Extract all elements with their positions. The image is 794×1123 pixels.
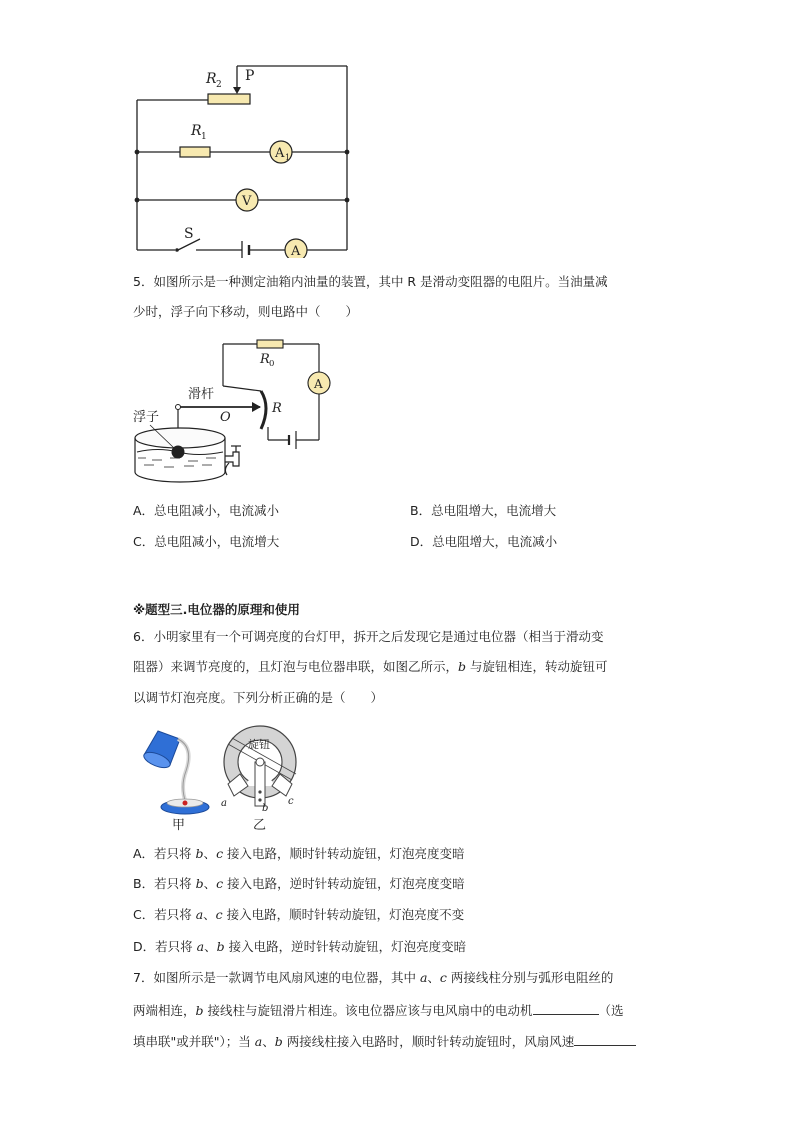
section-heading: ※题型三.电位器的原理和使用 — [133, 602, 300, 617]
r1-label: R — [191, 123, 202, 139]
q7-line3-v2: b — [274, 1034, 283, 1049]
knob-label: 旋钮 — [248, 738, 270, 751]
a1-sub: 1 — [285, 153, 291, 162]
q7-line2-pre: 两端相连， — [133, 1003, 196, 1018]
q5-text-line1: 5．如图所示是一种测定油箱内油量的装置，其中 R 是滑动变阻器的电阻片。当油量减 — [133, 274, 608, 289]
r1-sub: 1 — [201, 132, 207, 142]
q6-option-c[interactable] — [133, 906, 464, 924]
q6-opt-c-sep: 、 — [203, 907, 216, 922]
q7-line3-post: 两接线柱接入电路时，顺时针转动旋钮时，风扇风速 — [282, 1034, 575, 1049]
terminal-c-label: c — [288, 796, 294, 807]
q6-text-line1: 6．小明家里有一个可调亮度的台灯甲，拆开之后发现它是通过电位器（相当于滑动变 — [133, 629, 604, 644]
ammeter-label: A — [314, 377, 323, 391]
q6-option-b[interactable] — [133, 875, 465, 893]
q6-opt-a-pre: A．若只将 — [133, 846, 196, 861]
q6-option-a[interactable] — [133, 845, 465, 863]
q6-opt-d-v2: b — [216, 939, 225, 954]
q6-opt-c-pre: C．若只将 — [133, 907, 196, 922]
r2-sub: 2 — [216, 80, 222, 90]
q7-line1-pre: 7．如图所示是一款调节电风扇风速的电位器，其中 — [133, 970, 420, 985]
p-label: P — [245, 68, 255, 84]
r2-label: R — [206, 71, 217, 87]
oil-tank-diagram — [130, 334, 340, 494]
q7-line2-mid: 接线柱与旋钮滑片相连。该电位器应该与电风扇中的电动机 — [203, 1003, 533, 1018]
q6-opt-d-post: 接入电路，逆时针转动旋钮，灯泡亮度变暗 — [224, 939, 467, 954]
q7-line1-sep: 、 — [427, 970, 440, 985]
q7-line1-v1: a — [419, 970, 428, 985]
r-label: R — [272, 401, 282, 416]
v-label: V — [242, 194, 252, 209]
q5-option-c[interactable]: C．总电阻减小，电流增大 — [133, 534, 280, 549]
circuit-diagram-top — [120, 58, 370, 258]
q6-opt-d-sep: 、 — [204, 939, 217, 954]
q7-text-line3 — [133, 1031, 636, 1051]
q5-text-line2: 少时，浮子向下移动，则电路中（ ） — [133, 304, 359, 319]
potentiometer-figure — [218, 722, 308, 837]
q6-line2-var: b — [458, 659, 467, 674]
r1-resistor — [180, 147, 210, 157]
q5-option-d[interactable]: D．总电阻增大，电流减小 — [410, 534, 558, 549]
q6-opt-d-v1: a — [196, 939, 205, 954]
q6-opt-c-v1: a — [195, 907, 204, 922]
q6-opt-b-post: 接入电路，逆时针转动旋钮，灯泡亮度变暗 — [223, 876, 465, 891]
q6-opt-b-pre: B．若只将 — [133, 876, 196, 891]
q6-opt-b-v2: c — [216, 876, 224, 891]
q6-opt-b-sep: 、 — [203, 876, 217, 891]
q7-text-line1 — [133, 969, 613, 987]
q6-text-line3: 以调节灯泡亮度。下列分析正确的是（ ） — [133, 690, 384, 705]
q6-opt-c-v2: c — [215, 907, 223, 922]
q5-option-a[interactable]: A．总电阻减小，电流减小 — [133, 503, 280, 518]
answer-blank-1[interactable] — [533, 1000, 599, 1015]
yi-label: 乙 — [253, 818, 267, 833]
q7-line3-pre: 填串联"或并联"）；当 — [133, 1034, 255, 1049]
q5-option-b[interactable]: B．总电阻增大，电流增大 — [410, 503, 557, 518]
r0-sub: 0 — [269, 359, 275, 369]
r0-resistor — [257, 340, 283, 348]
terminal-a-label: a — [221, 798, 227, 809]
r0-label: R — [260, 352, 270, 367]
q6-opt-a-sep: 、 — [203, 846, 217, 861]
q6-opt-b-v1: b — [195, 876, 204, 891]
float-label: 浮子 — [133, 410, 160, 425]
q6-opt-d-pre: D．若只将 — [133, 939, 197, 954]
q7-line2-var: b — [195, 1003, 204, 1018]
q6-opt-a-post: 接入电路，顺时针转动旋钮，灯泡亮度变暗 — [223, 846, 465, 861]
a-label: A — [291, 244, 301, 258]
q6-line2-post: 与旋钮相连，转动旋钮可 — [466, 659, 608, 674]
terminal-b-label: b — [262, 803, 269, 814]
slider-label: 滑杆 — [188, 387, 215, 402]
desk-lamp-figure — [140, 725, 220, 835]
q7-line3-sep: 、 — [262, 1034, 275, 1049]
q6-opt-a-v1: b — [195, 846, 204, 861]
q7-text-line2 — [133, 1000, 624, 1020]
q7-line3-v1: a — [254, 1034, 263, 1049]
q6-opt-c-post: 接入电路，顺时针转动旋钮，灯泡亮度不变 — [222, 907, 465, 922]
q6-line2-pre: 阻器）来调节亮度的，且灯泡与电位器串联，如图乙所示， — [133, 659, 459, 674]
a1-label: A — [275, 146, 285, 161]
o-label: O — [220, 410, 231, 425]
q6-option-d[interactable] — [133, 938, 466, 956]
answer-blank-2[interactable] — [574, 1031, 636, 1046]
q6-text-line2 — [133, 658, 608, 676]
jia-label: 甲 — [172, 818, 186, 833]
r2-resistor — [208, 94, 250, 104]
s-label: S — [184, 226, 194, 242]
q7-line2-post: （选 — [598, 1003, 624, 1018]
q7-line1-post: 两接线柱分别与弧形电阻丝的 — [446, 970, 614, 985]
q7-line1-v2: c — [439, 970, 447, 985]
q6-opt-a-v2: c — [216, 846, 224, 861]
